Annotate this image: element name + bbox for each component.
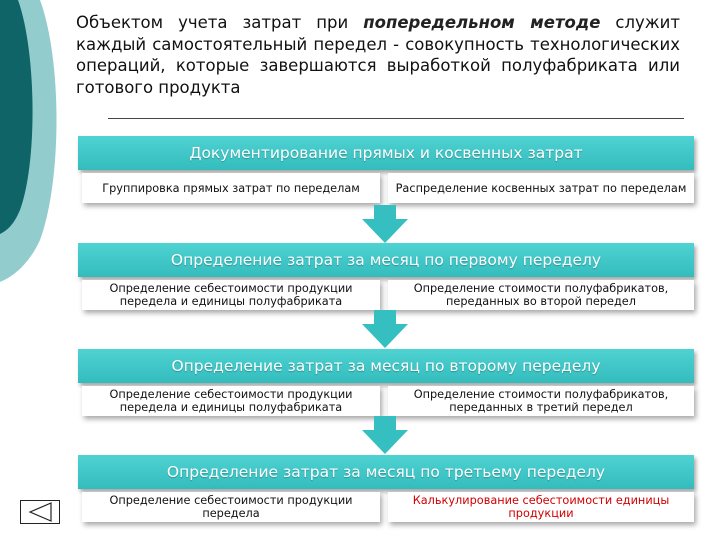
section-header-2: Определение затрат за месяц по первому переделу bbox=[78, 243, 694, 277]
down-arrow-icon bbox=[360, 205, 410, 245]
title-divider bbox=[108, 118, 684, 119]
title-suffix: служит каждый самостоятельный передел - совокупность технологических операций, которые завершаются выработкой полуфабриката или готового продукта bbox=[76, 13, 680, 97]
section-header-3: Определение затрат за месяц по второму переделу bbox=[78, 349, 694, 383]
section-2-right-box: Определение стоимости полуфабрикатов, переданных во второй передел bbox=[388, 280, 694, 310]
section-header-1: Документирование прямых и косвенных затрат bbox=[78, 136, 694, 170]
section-header-4: Определение затрат за месяц по третьему переделу bbox=[78, 455, 694, 489]
section-1-right-box: Распределение косвенных затрат по переделам bbox=[388, 173, 694, 203]
section-3-left-box: Определение себестоимости продукции передела и единицы полуфабриката bbox=[82, 386, 380, 416]
previous-slide-button[interactable] bbox=[20, 500, 60, 524]
decorative-side-band bbox=[0, 0, 60, 540]
section-1-left-box: Группировка прямых затрат по переделам bbox=[82, 173, 380, 203]
section-3-right-box: Определение стоимости полуфабрикатов, переданных в третий передел bbox=[388, 386, 694, 416]
section-4-left-box: Определение себестоимости продукции передела bbox=[82, 492, 380, 522]
title-emphasis: попередельном методе bbox=[363, 13, 601, 32]
title-prefix: Объектом учета затрат при bbox=[76, 13, 349, 32]
down-arrow-icon bbox=[360, 416, 410, 456]
triangle-left-icon bbox=[21, 501, 59, 523]
section-2-left-box: Определение себестоимости продукции передела и единицы полуфабриката bbox=[82, 280, 380, 310]
section-4-right-box: Калькулирование себестоимости единицы продукции bbox=[388, 492, 694, 522]
down-arrow-icon bbox=[360, 310, 410, 350]
page-title bbox=[76, 12, 680, 98]
